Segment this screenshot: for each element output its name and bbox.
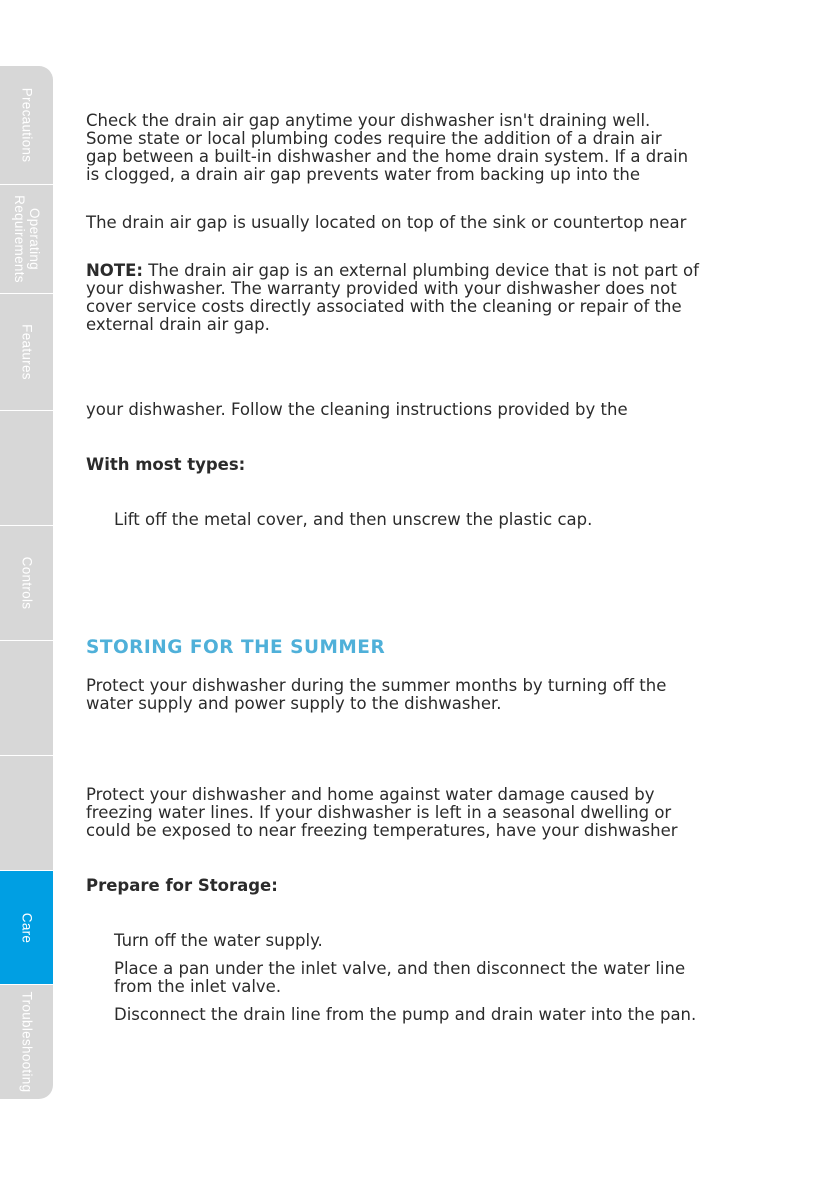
tab-features[interactable] [0,294,53,411]
tab-label: Controls [19,556,34,610]
with-most-types-label: With most types: [86,455,246,474]
section-sidebar [0,66,53,1099]
note-label: NOTE: [86,261,143,280]
tab-care[interactable] [0,871,53,985]
paragraph-winter: Protect your dishwasher and home against water damage caused by freezing water lines. If your dishwasher is left in a seasonal dwelling or could be exposed to near freezing temperatures, have your dishwasher [86,785,678,840]
tab-label: Features [19,324,34,380]
paragraph-drain-air-gap-intro: Check the drain air gap anytime your dishwasher isn't draining well. Some state or local plumbing codes require the addition of a drain air gap between a built-in dishwasher and the home drain system. If a drain is clogged, a drain air gap prevents water from backing up into the [86,111,689,184]
step-turn-off-water: Turn off the water supply. [114,931,323,950]
tab-blank-1[interactable] [0,411,53,526]
paragraph-drain-air-gap-location: The drain air gap is usually located on top of the sink or countertop near [86,213,687,232]
step-disconnect-drain: Disconnect the drain line from the pump and drain water into the pan. [114,1005,697,1024]
paragraph-summer: Protect your dishwasher during the summer months by turning off the water supply and power supply to the dishwasher. [86,676,667,713]
tab-operating-requirements[interactable] [0,185,53,294]
note-paragraph [86,262,699,334]
tab-troubleshooting[interactable] [0,985,53,1099]
tab-precautions[interactable] [0,66,53,185]
tab-label: Troubleshooting [19,991,34,1093]
tab-blank-2[interactable] [0,641,53,756]
heading-storing-summer: STORING FOR THE SUMMER [86,637,386,658]
note-text: The drain air gap is an external plumbing device that is not part of your dishwasher. The warranty provided with your dishwasher does not cover service costs directly associated with the cleaning or repair of the external drain air gap. [86,261,699,334]
paragraph-cleaning-instructions: your dishwasher. Follow the cleaning instructions provided by the [86,400,628,419]
tab-label: Care [19,912,34,943]
step-place-pan: Place a pan under the inlet valve, and then disconnect the water line from the inlet valve. [114,959,686,996]
tab-label: Precautions [19,87,34,163]
prepare-storage-label: Prepare for Storage: [86,876,278,895]
tab-controls[interactable] [0,526,53,641]
tab-blank-3[interactable] [0,756,53,871]
step-lift-cover: Lift off the metal cover, and then unscrew the plastic cap. [114,510,593,529]
tab-label: Operating Requirements [11,195,42,283]
